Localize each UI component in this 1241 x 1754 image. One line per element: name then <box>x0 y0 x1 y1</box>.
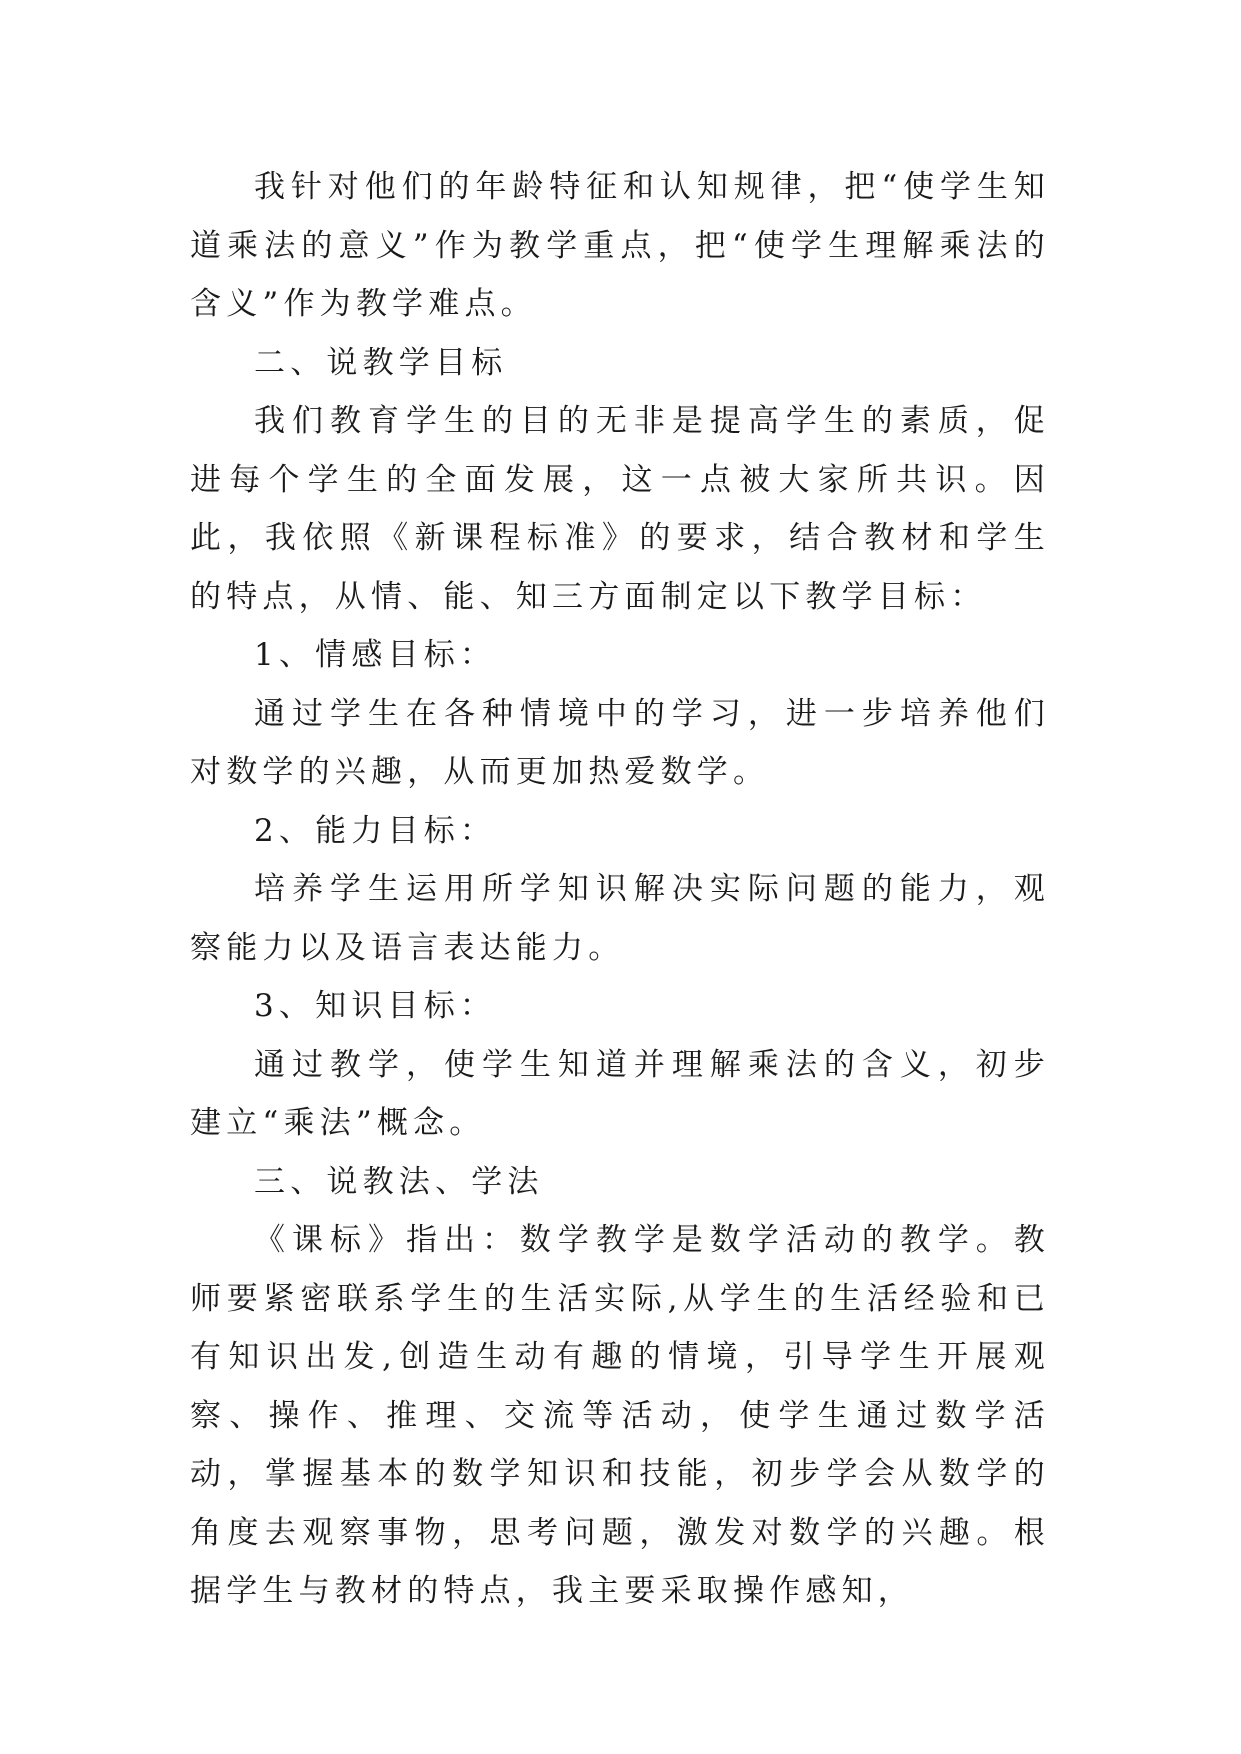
paragraph-knowledge-goal: 通过教学，使学生知道并理解乘法的含义，初步建立“乘法”概念。 <box>190 1046 1050 1141</box>
subheading-ability-goal: 2、能力目标： <box>254 812 497 849</box>
paragraph-goals-intro: 我们教育学生的目的无非是提高学生的素质，促进每个学生的全面发展，这一点被大家所共识。因此，我依照《新课程标准》的要求，结合教材和学生的特点，从情、能、知三方面制定以下教学目标： <box>190 403 1050 615</box>
document-body <box>190 158 1050 1621</box>
section-heading-teaching-goals: 二、说教学目标 <box>254 344 508 381</box>
subheading-knowledge-goal: 3、知识目标： <box>254 988 497 1024</box>
paragraph-methods: 《课标》指出：数学教学是数学活动的教学。教师要紧密联系学生的生活实际,从学生的生活经验和已有知识出发,创造生动有趣的情境，引导学生开展观察、操作、推理、交流等活动，使学生通过数学活动，掌握基本的数学知识和技能，初步学会从数学的角度去观察事物，思考问题，激发对数学的兴趣。根据学生与教材的特点，我主要采取操作感知， <box>190 1222 1050 1609</box>
subheading-emotional-goal: 1、情感目标： <box>254 637 497 673</box>
paragraph-teaching-focus: 我针对他们的年龄特征和认知规律，把“使学生知道乘法的意义”作为教学重点，把“使学生理解乘法的含义”作为教学难点。 <box>190 169 1050 322</box>
paragraph-emotional-goal: 通过学生在各种情境中的学习，进一步培养他们对数学的兴趣，从而更加热爱数学。 <box>190 695 1050 790</box>
paragraph-ability-goal: 培养学生运用所学知识解决实际问题的能力，观察能力以及语言表达能力。 <box>190 871 1050 966</box>
section-heading-methods: 三、说教法、学法 <box>254 1163 544 1200</box>
